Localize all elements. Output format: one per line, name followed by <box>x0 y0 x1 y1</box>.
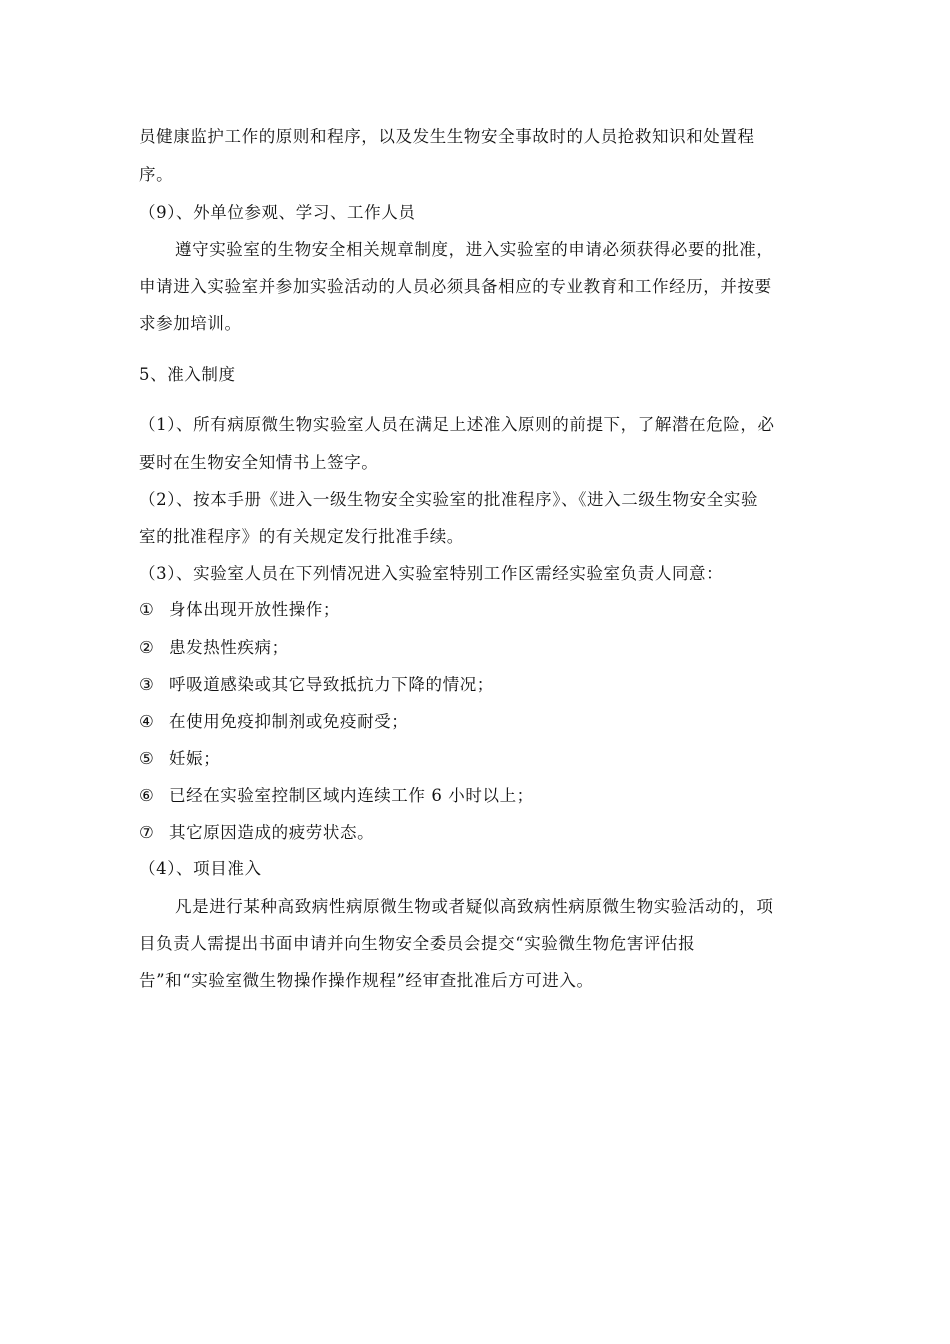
paragraph-line: （3）、实验室人员在下列情况进入实验室特别工作区需经实验室负责人同意： <box>139 564 724 583</box>
list-item-text: 患发热性疾病； <box>169 638 289 657</box>
list-item-number: ① <box>139 600 155 619</box>
list-item <box>139 674 494 696</box>
list-item-number: ② <box>139 638 155 657</box>
section-heading: （9）、外单位参观、学习、工作人员 <box>139 203 416 222</box>
paragraph-line: 告”和“实验室微生物操作操作规程”经审查批准后方可进入。 <box>139 971 594 990</box>
list-item-text: 在使用免疫抑制剂或免疫耐受； <box>169 712 409 731</box>
paragraph-line: 员健康监护工作的原则和程序，以及发生生物安全事故时的人员抢救知识和处置程 <box>139 127 755 146</box>
list-item-number: ⑦ <box>139 823 155 842</box>
list-item <box>139 637 289 659</box>
list-item-number: ⑤ <box>139 749 155 768</box>
paragraph-line: 要时在生物安全知情书上签字。 <box>139 453 379 472</box>
section-heading: 5、准入制度 <box>139 365 236 384</box>
list-item-text: 呼吸道感染或其它导致抵抗力下降的情况； <box>169 675 494 694</box>
list-item-number: ③ <box>139 675 155 694</box>
paragraph-line: （1）、所有病原微生物实验室人员在满足上述准入原则的前提下，了解潜在危险，必 <box>139 415 775 434</box>
list-item <box>139 599 340 621</box>
list-item-text: 其它原因造成的疲劳状态。 <box>169 823 375 842</box>
paragraph-line: 序。 <box>139 165 174 184</box>
list-item <box>139 822 374 844</box>
paragraph-line: 求参加培训。 <box>139 314 242 333</box>
section-heading: （4）、项目准入 <box>139 859 262 878</box>
list-item <box>139 748 220 770</box>
list-item-number: ⑥ <box>139 786 155 805</box>
paragraph-line: 目负责人需提出书面申请并向生物安全委员会提交“实验微生物危害评估报 <box>139 934 696 953</box>
list-item-text: 妊娠； <box>169 749 221 768</box>
list-item <box>139 785 534 807</box>
paragraph-line: 凡是进行某种高致病性病原微生物或者疑似高致病性病原微生物实验活动的，项 <box>175 897 774 916</box>
list-item <box>139 711 408 733</box>
list-item-text: 身体出现开放性操作； <box>169 600 340 619</box>
paragraph-line: （2）、按本手册《进入一级生物安全实验室的批准程序》、《进入二级生物安全实验 <box>139 490 759 509</box>
paragraph-line: 遵守实验室的生物安全相关规章制度，进入实验室的申请必须获得必要的批准， <box>175 240 774 259</box>
list-item-text: 已经在实验室控制区域内连续工作 6 小时以上； <box>169 786 534 805</box>
paragraph-line: 申请进入实验室并参加实验活动的人员必须具备相应的专业教育和工作经历，并按要 <box>139 277 772 296</box>
list-item-number: ④ <box>139 712 155 731</box>
paragraph-line: 室的批准程序》的有关规定发行批准手续。 <box>139 527 464 546</box>
